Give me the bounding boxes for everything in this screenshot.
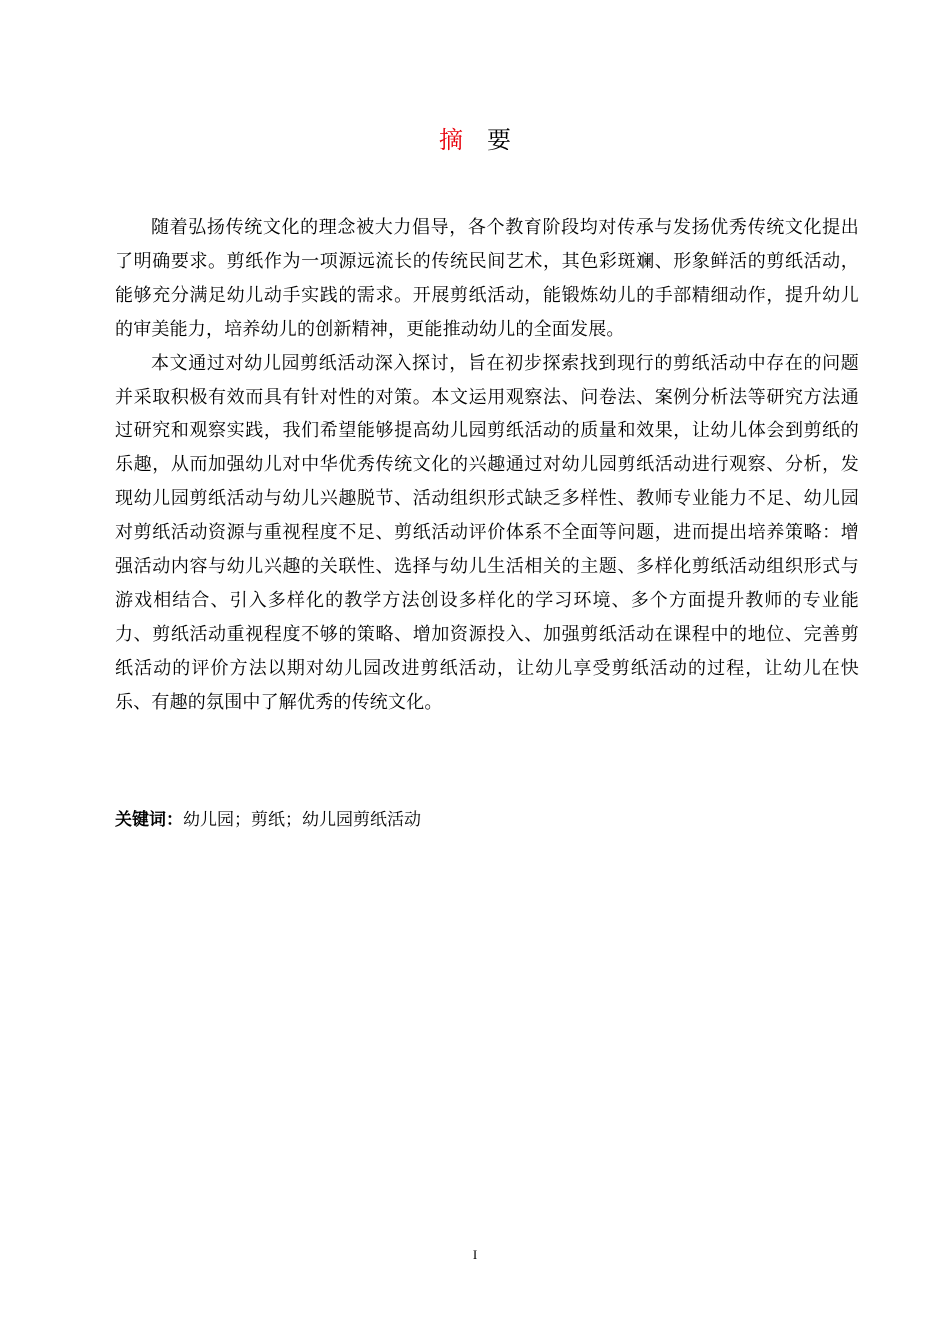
keywords-line — [115, 805, 859, 835]
abstract-body — [115, 211, 859, 720]
abstract-paragraph-1: 随着弘扬传统文化的理念被大力倡导，各个教育阶段均对传承与发扬优秀传统文化提出了明确要求。剪纸作为一项源远流长的传统民间艺术，其色彩斑斓、形象鲜活的剪纸活动，能够充分满足幼儿动手实践的需求。开展剪纸活动，能锻炼幼儿的手部精细动作，提升幼儿的审美能力，培养幼儿的创新精神，更能推动幼儿的全面发展。 — [115, 217, 859, 340]
abstract-title-char-2: 要 — [487, 126, 511, 154]
abstract-title — [0, 122, 950, 158]
abstract-title-char-1: 摘 — [439, 126, 463, 154]
keywords-value: 幼儿园；剪纸；幼儿园剪纸活动 — [183, 810, 421, 830]
abstract-paragraph-2: 本文通过对幼儿园剪纸活动深入探讨，旨在初步探索找到现行的剪纸活动中存在的问题并采取积极有效而具有针对性的对策。本文运用观察法、问卷法、案例分析法等研究方法通过研究和观察实践，我们希望能够提高幼儿园剪纸活动的质量和效果，让幼儿体会到剪纸的乐趣，从而加强幼儿对中华优秀传统文化的兴趣通过对幼儿园剪纸活动进行观察、分析，发现幼儿园剪纸活动与幼儿兴趣脱节、活动组织形式缺乏多样性、教师专业能力不足、幼儿园对剪纸活动资源与重视程度不足、剪纸活动评价体系不全面等问题，进而提出培养策略：增强活动内容与幼儿兴趣的关联性、选择与幼儿生活相关的主题、多样化剪纸活动组织形式与游戏相结合、引入多样化的教学方法创设多样化的学习环境、多个方面提升教师的专业能力、剪纸活动重视程度不够的策略、增加资源投入、加强剪纸活动在课程中的地位、完善剪纸活动的评价方法以期对幼儿园改进剪纸活动，让幼儿享受剪纸活动的过程，让幼儿在快乐、有趣的氛围中了解优秀的传统文化。 — [115, 352, 859, 713]
keywords-label: 关键词： — [115, 810, 183, 830]
page-number: I — [472, 1247, 478, 1262]
